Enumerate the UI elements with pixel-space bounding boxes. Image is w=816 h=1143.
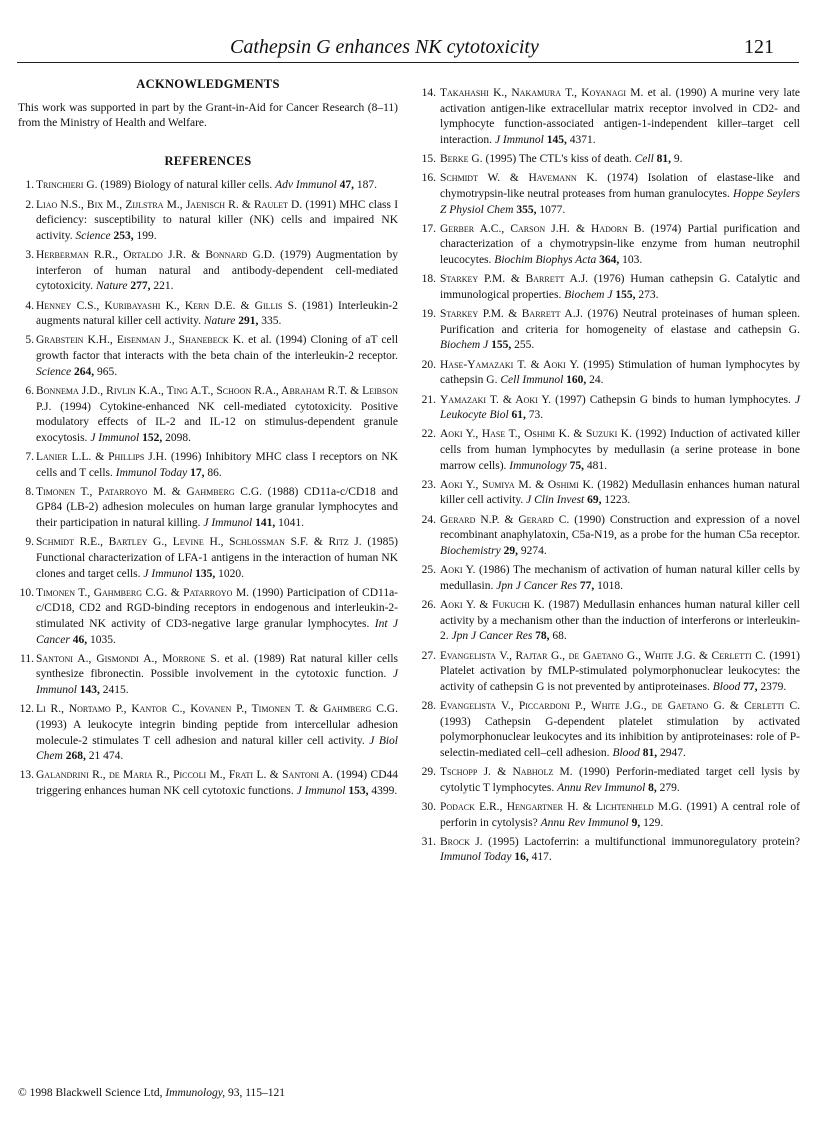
reference-volume: 135, (195, 567, 216, 580)
page-footer (18, 1087, 285, 1099)
reference-title: Medullasin enhances human natural killer cell activity by a mechanism other than the induction of interferons or interleukin-2. (440, 599, 800, 643)
reference-authors: Schmidt W. & Havemann K. (440, 172, 598, 185)
reference-pages: 1077. (539, 203, 566, 216)
reference-year: (1989) (100, 179, 132, 192)
reference-pages: 273. (638, 288, 659, 301)
reference-pages: 1041. (278, 517, 304, 530)
reference-number: 27. (421, 649, 436, 662)
reference-year: (1990) (574, 513, 605, 526)
reference-volume: 145, (546, 133, 567, 146)
reference-journal: J Biol Chem (36, 734, 398, 763)
reference-year: (1992) (635, 428, 667, 441)
reference-item (420, 272, 800, 303)
reference-authors: Aoki Y. (440, 564, 476, 577)
reference-journal: J Immunol (494, 133, 544, 146)
reference-title: Augmentation by interferon of human natural and antibody-dependent cell-mediated cytotoxicity. (36, 249, 399, 293)
reference-volume: 8, (648, 781, 657, 794)
reference-volume: 355, (516, 203, 537, 216)
reference-year: (1974) (650, 222, 682, 235)
reference-item (18, 178, 398, 194)
reference-number: 10. (19, 586, 34, 599)
reference-item (420, 649, 800, 696)
reference-number: 2. (25, 198, 34, 211)
reference-volume: 75, (569, 459, 585, 472)
reference-pages: 9274. (520, 544, 547, 557)
reference-journal: Jpn J Cancer Res (451, 630, 533, 643)
reference-volume: 61, (511, 409, 526, 422)
reference-authors: Aoki Y., Sumiya M. & Oshimi K. (440, 478, 594, 491)
reference-number: 13. (19, 769, 34, 782)
reference-title: Participation of CD11a-c/CD18, CD2 and RGD-binding receptors in endogenous and interleukin-2-stimulated NK activity of CD3-negative large granular lymphocytes. (36, 586, 399, 630)
reference-year: (1991) (305, 198, 337, 211)
reference-list-left (18, 178, 398, 799)
reference-title: Medullasin enhances human natural killer cell activity. (440, 478, 800, 507)
reference-volume: 364, (599, 254, 620, 266)
reference-title: Rat natural killer cells synthesize fibronectin. Possible involvement in the cytotoxic function. (36, 652, 398, 681)
reference-item (420, 513, 800, 560)
reference-item (18, 450, 398, 481)
reference-year: (1987) (548, 599, 580, 612)
reference-authors: Hase-Yamazaki T. & Aoki Y. (440, 358, 580, 371)
reference-pages: 2098. (165, 431, 191, 444)
reference-title: The CTL's kiss of death. (518, 153, 632, 166)
reference-journal: Nature (203, 315, 236, 328)
reference-pages: 129. (643, 816, 664, 829)
reference-title: Platelet activation by fMLP-stimulated polymorphonuclear leukocytes: the activity of cathepsin G is not prevented by antiproteinases. (440, 665, 800, 693)
reference-item (420, 478, 800, 509)
reference-pages: 1223. (604, 494, 631, 507)
reference-authors: Gerber A.C., Carson J.H. & Hadorn B. (440, 222, 645, 235)
reference-pages: 86. (207, 466, 222, 479)
reference-year: (1979) (280, 249, 311, 262)
reference-title: CD11a-c/CD18 and GP84 (LB-2) adhesion molecules on human large granular lymphocytes and their participation in natural killing. (36, 485, 399, 530)
reference-journal: Hoppe Seylers Z Physiol Chem (440, 187, 800, 216)
reference-number: 23. (421, 478, 436, 491)
reference-year: (1981) (302, 299, 333, 312)
reference-title: Induction of activated killer cells from human lymphocytes by medullasin (a serine protease in bone marrow cells). (440, 428, 801, 472)
reference-year: (1976) (587, 308, 619, 321)
reference-title: Cytokine-enhanced NK cell-mediated cytotoxicity. Positive modulatory effects of IL-2 and IL-12 on stimulus-dependent granule exocytosis. (36, 400, 398, 444)
reference-journal: J Immunol (36, 668, 398, 697)
reference-item (18, 333, 398, 380)
reference-item (18, 652, 398, 699)
reference-volume: 17, (190, 466, 205, 479)
reference-title: Neutral proteinases of human spleen. Purification and criteria for homogeneity of elastase and cathepsin G. (440, 308, 801, 336)
reference-volume: 152, (142, 431, 163, 444)
reference-pages: 9. (673, 153, 683, 166)
reference-number: 3. (25, 249, 34, 262)
reference-number: 16. (421, 172, 436, 185)
reference-journal: Cell Immunol (500, 374, 564, 387)
reference-pages: 335. (261, 315, 282, 328)
left-column (18, 77, 398, 803)
reference-volume: 264, (74, 365, 95, 378)
reference-title: Perforin-mediated target cell lysis by cytolytic T lymphocytes. (440, 766, 801, 794)
reference-authors: Yamazaki T. & Aoki Y. (440, 393, 552, 406)
reference-volume: 155, (615, 288, 636, 301)
reference-volume: 29, (503, 544, 518, 557)
reference-pages: 68. (552, 630, 567, 643)
reference-volume: 277, (130, 280, 151, 293)
reference-authors: Schmidt R.E., Bartley G., Levine H., Schlossman S.F. & Ritz J. (36, 536, 362, 549)
reference-year: (1997) (555, 393, 586, 406)
running-title: Cathepsin G enhances NK cytotoxicity (230, 36, 539, 58)
reference-item (420, 835, 800, 866)
reference-number: 4. (25, 299, 34, 312)
reference-number: 11. (20, 652, 34, 665)
reference-volume: 141, (255, 517, 276, 530)
reference-number: 6. (25, 384, 34, 397)
reference-item (420, 765, 800, 796)
reference-title: A leukocyte integrin binding peptide from intercellular adhesion molecule-2 stimulates T cell adhesion and natural killer cell activity. (36, 718, 398, 747)
reference-pages: 255. (514, 339, 535, 352)
reference-item (18, 768, 398, 799)
reference-year: et al. (1989) (224, 652, 285, 665)
reference-volume: 81, (656, 153, 672, 166)
reference-number: 21. (421, 393, 436, 406)
reference-item (420, 222, 800, 269)
reference-pages: 73. (528, 409, 544, 422)
reference-authors: Grabstein K.H., Eisenman J., Shanebeck K. (36, 334, 244, 347)
reference-number: 24. (421, 513, 436, 526)
reference-number: 17. (421, 222, 436, 235)
reference-title: Functional characterization of LFA-1 antigens in the interaction of human NK clones and target cells. (36, 551, 398, 580)
reference-year: (1991) (686, 800, 718, 813)
reference-volume: 291, (238, 315, 259, 328)
reference-year: et al. (1990) (647, 87, 707, 99)
reference-item (18, 248, 398, 295)
reference-item (420, 563, 800, 594)
reference-journal: Biochemistry (440, 544, 501, 557)
reference-authors: Evangelista V., Piccardoni P., White J.G., de Gaetano G. & Cerletti C. (440, 700, 800, 712)
reference-pages: 417. (531, 851, 552, 864)
reference-authors: Timonen T., Patarroyo M. & Gahmberg C.G. (36, 485, 263, 498)
reference-authors: Trinchieri G. (36, 179, 98, 192)
reference-volume: 143, (79, 684, 100, 697)
reference-title: Lactoferrin: a multifunctional immunoregulatory protein? (524, 835, 801, 848)
reference-journal: J Immunol (296, 785, 346, 797)
reference-pages: 965. (97, 365, 118, 378)
reference-pages: 24. (589, 374, 604, 387)
reference-authors: Gerard N.P. & Gerard C. (440, 513, 570, 526)
reference-number: 12. (19, 703, 34, 716)
reference-title: Stimulation of human lymphocytes by cathepsin G. (440, 358, 801, 387)
reference-volume: 9, (631, 816, 641, 829)
reference-year: (1993) (440, 715, 471, 728)
reference-item (420, 307, 800, 354)
reference-year: (1982) (597, 478, 629, 491)
reference-authors: Henney C.S., Kuribayashi K., Kern D.E. & Gillis S. (36, 299, 297, 312)
reference-title: CD44 triggering enhances human NK cell cytotoxic functions. (36, 769, 399, 797)
reference-volume: 153, (348, 785, 369, 797)
reference-journal: J Clin Invest (526, 494, 585, 507)
reference-volume: 77, (743, 680, 758, 693)
reference-number: 22. (421, 428, 436, 441)
reference-year: (1995) (583, 358, 615, 371)
reference-number: 19. (421, 308, 436, 321)
reference-number: 18. (421, 273, 436, 286)
reference-title: Interleukin-2 augments natural killer cell activity. (36, 299, 399, 328)
header-rule (17, 62, 799, 63)
reference-year: (1994) (336, 769, 368, 782)
reference-authors: Galandrini R., de Maria R., Piccoli M., Frati L. & Santoni A. (36, 769, 334, 782)
reference-authors: Liao N.S., Bix M., Zijlstra M., Jaenisch R. & Raulet D. (36, 198, 303, 211)
reference-title: Cathepsin G binds to human lymphocytes. (589, 393, 791, 406)
reference-volume: 81, (642, 746, 658, 759)
footer-citation: 93, 115–121 (227, 1087, 286, 1099)
reference-number: 8. (25, 485, 34, 498)
reference-authors: Aoki Y. & Fukuchi K. (440, 599, 545, 612)
reference-pages: 279. (659, 781, 680, 794)
reference-item (18, 485, 398, 532)
references-heading: REFERENCES (164, 153, 252, 168)
reference-authors: Starkey P.M. & Barrett A.J. (440, 273, 589, 286)
reference-title: Cathepsin G-dependent platelet stimulation by activated polymorphonuclear leukocytes and its inhibition by antiproteinases: role of P-selectin-mediated cell–cell adhesion. (440, 715, 801, 759)
reference-pages: 187. (356, 179, 378, 192)
reference-year: (1990) (578, 766, 610, 779)
reference-journal: J Immunol (90, 431, 140, 444)
reference-item (420, 427, 800, 474)
reference-title: A murine very late activation antigen-like extracellular matrix receptor involved in CD2- and lymphocyte function-associated antigen-1-independent killer–target cell interaction. (440, 87, 800, 146)
reference-journal: Immunol Today (115, 466, 188, 479)
reference-year: et al. (1994) (248, 334, 307, 347)
reference-pages: 103. (622, 254, 643, 266)
acknowledgments-heading: ACKNOWLEDGMENTS (136, 77, 280, 91)
reference-journal: Science (36, 365, 72, 378)
reference-volume: 160, (566, 374, 587, 387)
reference-year: (1986) (478, 564, 510, 577)
reference-authors: Aoki Y., Hase T., Oshimi K. & Suzuki K. (440, 428, 632, 441)
reference-item (420, 800, 800, 831)
reference-item (420, 171, 800, 218)
reference-pages: 21 474. (88, 750, 124, 763)
reference-year: (1993) (36, 718, 67, 731)
reference-title: The mechanism of activation of human natural killer cells by medullasin. (440, 564, 801, 592)
reference-volume: 77, (579, 579, 595, 592)
reference-journal: Nature (95, 280, 128, 293)
reference-volume: 16, (514, 851, 529, 864)
reference-authors: Li R., Nortamo P., Kantor C., Kovanen P., Timonen T. & Gahmberg C.G. (36, 703, 398, 716)
reference-item (18, 535, 398, 582)
reference-number: 30. (421, 800, 436, 813)
reference-volume: 69, (587, 494, 602, 507)
page-number: 121 (744, 36, 774, 58)
reference-pages: 4371. (569, 133, 596, 146)
reference-authors: Starkey P.M. & Barrett A.J. (440, 308, 583, 321)
reference-journal: Cell (634, 153, 654, 166)
reference-number: 7. (25, 451, 34, 463)
reference-year: (1988) (267, 485, 299, 498)
reference-volume: 46, (72, 633, 88, 646)
reference-journal: Immunol Today (440, 851, 512, 864)
right-column (420, 77, 800, 870)
reference-pages: 2947. (660, 746, 686, 759)
reference-authors: Bonnema J.D., Rivlin K.A., Ting A.T., Schoon R.A., Abraham R.T. & Leibson P.J. (36, 384, 398, 413)
reference-volume: 253, (113, 229, 134, 242)
reference-number: 29. (421, 766, 436, 779)
reference-year: (1976) (593, 273, 625, 286)
reference-number: 15. (421, 153, 436, 166)
reference-journal: J Leukocyte Biol (440, 393, 801, 422)
reference-journal: Immunology (509, 459, 567, 472)
reference-number: 28. (421, 700, 436, 712)
reference-number: 1. (25, 179, 34, 192)
reference-journal: Science (75, 229, 111, 242)
footer-journal: Immunology, (165, 1087, 226, 1099)
reference-title: Construction and expression of a novel recombinant anaphylatoxin, C5a-N19, as a probe for the human C5a receptor. (440, 513, 801, 542)
reference-year: (1974) (607, 172, 638, 185)
reference-pages: 2415. (102, 684, 129, 697)
reference-journal: Blood (712, 680, 741, 693)
reference-pages: 1020. (218, 567, 245, 580)
reference-journal: Annu Rev Immunol (557, 781, 646, 794)
reference-journal: Biochem J (440, 339, 489, 352)
reference-pages: 2379. (760, 680, 787, 693)
reference-item (420, 393, 800, 424)
reference-volume: 78, (535, 630, 550, 643)
reference-pages: 481. (586, 459, 608, 472)
reference-item (420, 152, 800, 168)
reference-authors: Santoni A., Gismondi A., Morrone S. (36, 652, 220, 665)
reference-item (420, 86, 800, 148)
reference-number: 31. (421, 835, 436, 848)
reference-title: Isolation of elastase-like and chymotrypsin-like neutral proteases from human granulocytes. (440, 172, 801, 200)
reference-title: Inhibitory MHC class I receptors on NK cells and T cells. (36, 451, 398, 479)
reference-title: Human cathepsin G. Catalytic and immunological properties. (440, 273, 800, 301)
reference-number: 26. (421, 599, 436, 612)
reference-item (420, 699, 800, 761)
reference-journal: Int J Cancer (36, 618, 399, 646)
reference-title: Biology of natural killer cells. (133, 179, 273, 192)
acknowledgments-text: This work was supported in part by the Grant-in-Aid for Cancer Research (8–11) from the Ministry of Health and Welfare. (18, 101, 398, 130)
reference-number: 25. (421, 564, 436, 577)
reference-year: (1985) (367, 536, 399, 549)
reference-item (18, 586, 398, 648)
reference-year: (1994) (60, 400, 91, 413)
reference-journal: J Immunol (203, 517, 253, 530)
reference-item (18, 702, 398, 764)
reference-number: 9. (25, 536, 34, 549)
reference-authors: Timonen T., Gahmberg C.G. & Patarroyo M. (36, 586, 250, 599)
reference-year: (1995) (488, 835, 519, 848)
reference-authors: Takahashi K., Nakamura T., Koyanagi M. (440, 87, 644, 99)
reference-number: 5. (25, 334, 34, 347)
reference-authors: Evangelista V., Rajtar G., de Gaetano G., White J.G. & Cerletti C. (440, 649, 766, 662)
reference-journal: Biochim Biophys Acta (494, 254, 597, 266)
reference-item (18, 198, 398, 245)
reference-authors: Brock J. (440, 835, 483, 848)
reference-pages: 1035. (89, 633, 116, 646)
reference-volume: 268, (65, 750, 86, 763)
reference-pages: 199. (136, 229, 157, 242)
reference-year: (1995) (485, 153, 517, 166)
reference-title: Cloning of aT cell growth factor that interacts with the beta chain of the interleukin-2 receptor. (36, 334, 399, 363)
reference-authors: Podack E.R., Hengartner H. & Lichtenheld M.G. (440, 800, 683, 813)
copyright-text: © 1998 Blackwell Science Ltd, (18, 1087, 163, 1099)
reference-pages: 221. (153, 280, 174, 293)
reference-title: MHC class I deficiency: susceptibility to natural killer (NK) cells and impaired NK activity. (36, 198, 399, 242)
reference-journal: Blood (612, 746, 640, 759)
reference-authors: Berke G. (440, 153, 483, 166)
reference-year: (1990) (252, 586, 284, 599)
reference-journal: Annu Rev Immunol (540, 816, 629, 829)
reference-authors: Herberman R.R., Ortaldo J.R. & Bonnard G.D. (36, 249, 275, 262)
reference-journal: Biochem J (564, 288, 613, 301)
reference-authors: Lanier L.L. & Phillips J.H. (36, 451, 167, 463)
reference-list-right (420, 86, 800, 866)
reference-item (18, 384, 398, 446)
reference-volume: 155, (491, 339, 512, 352)
reference-year: (1991) (769, 649, 800, 662)
reference-title: A central role of perforin in cytolysis? (440, 800, 800, 829)
reference-pages: 4399. (371, 785, 398, 797)
reference-item (420, 358, 800, 389)
reference-title: Partial purification and characterization of a chymotrypsin-like enzyme from human neutrophil leucocytes. (440, 222, 801, 266)
reference-journal: Jpn J Cancer Res (496, 579, 578, 592)
reference-number: 20. (421, 358, 436, 371)
reference-pages: 1018. (597, 579, 624, 592)
reference-number: 14. (421, 87, 436, 99)
reference-volume: 47, (339, 179, 355, 192)
reference-item (420, 598, 800, 645)
reference-journal: J Immunol (143, 567, 193, 580)
reference-journal: Adv Immunol (275, 179, 337, 192)
reference-item (18, 299, 398, 330)
reference-year: (1996) (170, 451, 202, 463)
reference-authors: Tschopp J. & Nabholz M. (440, 766, 573, 779)
